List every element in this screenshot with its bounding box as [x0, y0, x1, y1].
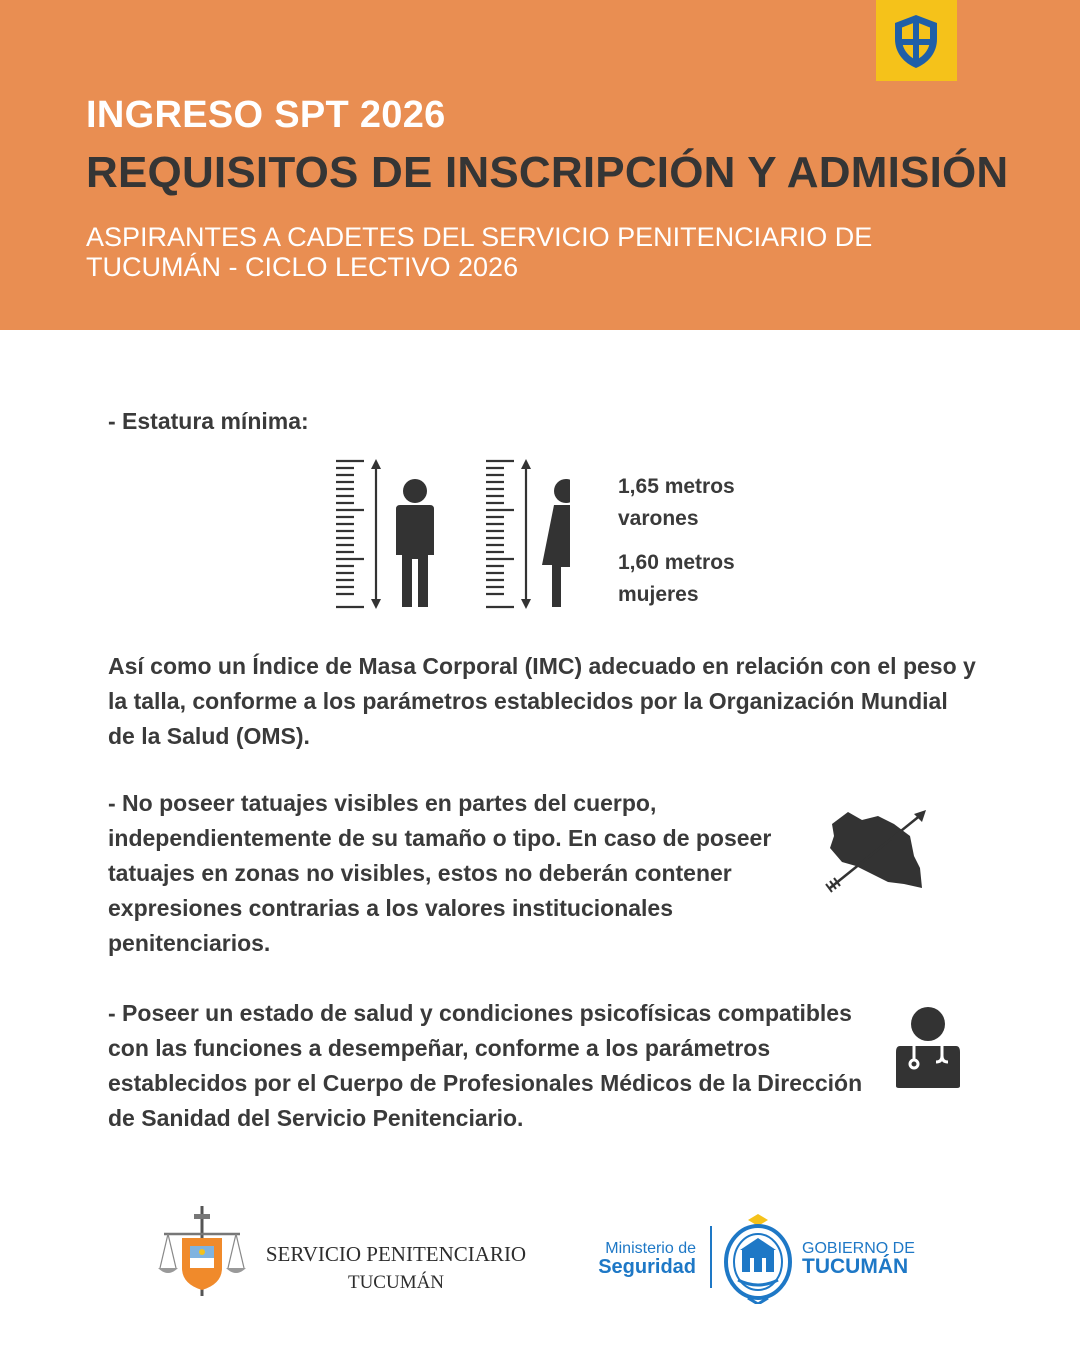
imc-paragraph: Así como un Índice de Masa Corporal (IMC) adecuado en relación con el peso y la talla, conforme a los parámetros establecidos por la Organización Mundial de la Salud (OMS).: [108, 653, 976, 749]
doctor-icon: [890, 1004, 966, 1092]
height-heading: - Estatura mínima:: [108, 408, 309, 434]
header-kicker: INGRESO SPT 2026: [86, 94, 446, 136]
female-height-icon: [486, 459, 570, 609]
tattoo-paragraph: - No poseer tatuajes visibles en partes del cuerpo, independientemente de su tamaño o tipo. En caso de poseer tatuajes en zonas no visibles, estos no deberán contener expresiones contrarias a los valores institucionales penitenciarios.: [108, 790, 772, 956]
spt-name-line1: SERVICIO PENITENCIARIO: [265, 1242, 527, 1266]
shield-badge: [876, 0, 957, 81]
women-height-label: mujeres: [618, 583, 699, 606]
header-banner: [0, 0, 1080, 330]
gobierno-shield-emblem: [722, 1212, 794, 1304]
tattoo-heart-arrow-icon: [822, 806, 932, 896]
ministerio-line2: Seguridad: [598, 1256, 696, 1278]
health-paragraph: - Poseer un estado de salud y condiciones psicofísicas compatibles con las funciones a desempeñar, conforme a los parámetros establecidos por el Cuerpo de Profesionales Médicos de la Dirección de Sanidad del Servicio Penitenciario.: [108, 1000, 863, 1131]
men-height-label: varones: [618, 507, 699, 530]
header-subtitle: ASPIRANTES A CADETES DEL SERVICIO PENITENCIARIO DE TUCUMÁN - CICLO LECTIVO 2026: [86, 222, 873, 282]
men-height-value: 1,65 metros: [618, 475, 735, 498]
gobierno-line2: TUCUMÁN: [802, 1255, 909, 1278]
women-height-value: 1,60 metros: [618, 551, 735, 574]
ministerio-line1: Ministerio de: [605, 1240, 696, 1257]
height-figure: [330, 455, 570, 615]
gobierno-line1: GOBIERNO DE: [802, 1240, 915, 1257]
footer-divider: [710, 1226, 712, 1288]
male-height-icon: [336, 459, 434, 609]
spt-emblem: [156, 1204, 248, 1302]
spt-name-line2: TUCUMÁN: [347, 1272, 445, 1293]
shield-icon: [892, 13, 940, 69]
page-title: REQUISITOS DE INSCRIPCIÓN Y ADMISIÓN: [86, 148, 1009, 197]
